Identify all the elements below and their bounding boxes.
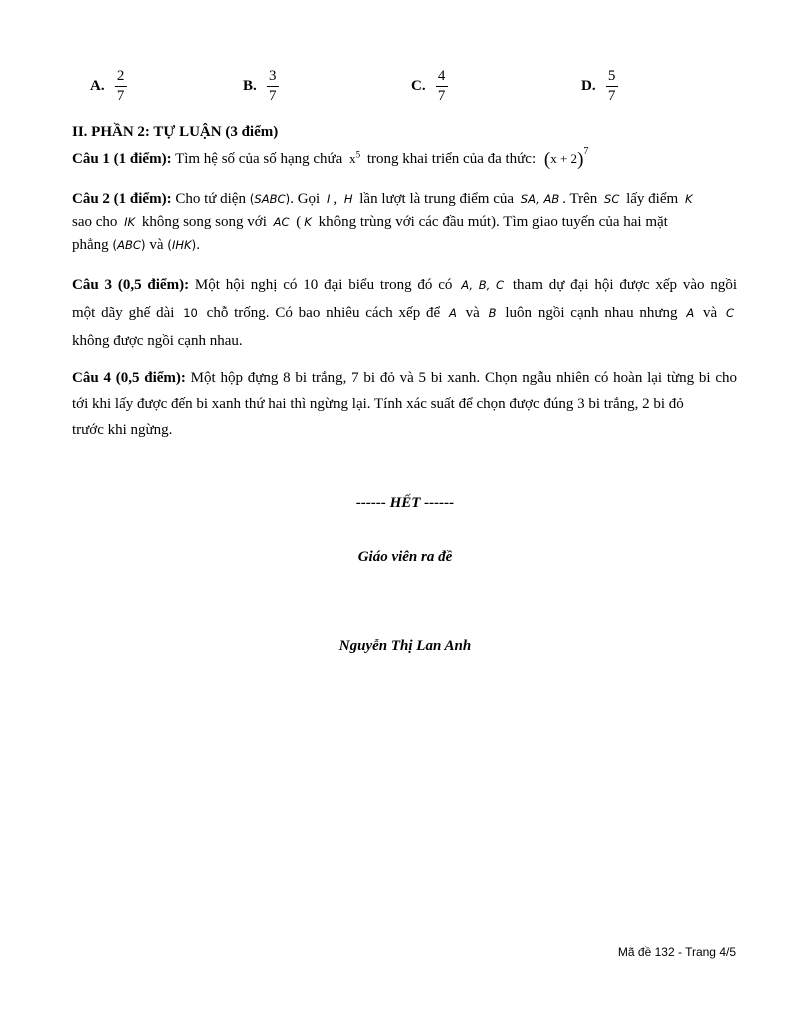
- denominator: 7: [607, 88, 616, 104]
- math-var: SA, AB: [520, 192, 560, 206]
- math-number: 10: [183, 306, 198, 320]
- choice-a: [90, 68, 127, 105]
- choice-b: [243, 68, 279, 105]
- question-text: Cho tứ diện: [175, 191, 246, 207]
- question-text: .: [196, 237, 200, 253]
- question-text: . Trên: [562, 191, 598, 207]
- denominator: 7: [269, 88, 277, 104]
- math-var: A: [448, 306, 457, 320]
- numerator: 5: [607, 68, 616, 84]
- question-line: [72, 146, 737, 171]
- question-line: [72, 365, 737, 391]
- question-text: ,: [333, 191, 338, 207]
- question-label: Câu 2 (1 điểm):: [72, 191, 172, 207]
- math-exponent: 5: [355, 149, 361, 160]
- math-power: [346, 151, 363, 166]
- question-text: chỗ trống. Có bao nhiêu cách xếp để: [206, 305, 441, 321]
- question-line: tới khi lấy được đến bi xanh thứ hai thì ngừng lại. Tính xác suất để chọn được đúng 3 bi trắng, 2 bi đỏ: [72, 396, 684, 412]
- math-var: I: [326, 192, 331, 206]
- math-var: AC: [273, 215, 290, 229]
- question-3: [72, 271, 737, 355]
- math-var: H: [343, 192, 353, 206]
- question-text: luôn ngồi cạnh nhau nhưng: [505, 305, 678, 321]
- question-text: và: [703, 305, 718, 321]
- question-text: trong khai triển của đa thức:: [366, 151, 537, 167]
- numerator: 2: [116, 68, 125, 84]
- fraction: [606, 68, 618, 105]
- question-line: trước khi ngừng.: [72, 422, 173, 438]
- fraction-bar: [436, 86, 448, 87]
- question-text: . Gọi: [290, 191, 321, 207]
- question-label: Câu 3 (0,5 điểm):: [72, 277, 190, 293]
- question-line: [72, 271, 737, 299]
- math-var: K: [684, 192, 693, 206]
- question-text: lấy điểm: [626, 191, 679, 207]
- question-text: tham dự đại hội được xếp vào ngồi: [512, 277, 738, 293]
- choice-letter: C.: [411, 78, 426, 94]
- question-text: không song song với: [141, 214, 267, 230]
- question-text: sao cho: [72, 214, 118, 230]
- math-set: (SABC): [249, 192, 291, 206]
- choice-c: [411, 68, 448, 105]
- teacher-name: Nguyễn Thị Lan Anh: [338, 638, 472, 654]
- question-text: Một hộp đựng 8 bi trắng, 7 bi đỏ và 5 bi xanh. Chọn ngẫu nhiên có hoàn lại từng bi cho: [190, 370, 738, 386]
- end-mark: ------ HẾT ------: [355, 495, 455, 511]
- question-line: [72, 234, 737, 257]
- denominator: 7: [437, 88, 446, 104]
- question-line: [72, 299, 737, 327]
- numerator: 4: [437, 68, 446, 84]
- fraction-bar: [267, 86, 279, 87]
- math-var: IHK: [171, 238, 192, 252]
- fraction: [436, 68, 448, 105]
- math-var: x: [349, 151, 356, 166]
- fraction-bar: [606, 86, 618, 87]
- question-text: Tìm hệ số của số hạng chứa: [175, 151, 343, 167]
- question-line: [72, 211, 737, 234]
- expression-exponent: 7: [583, 146, 589, 157]
- choice-letter: B.: [243, 78, 257, 94]
- numerator: 3: [269, 68, 277, 84]
- math-var: A: [686, 306, 695, 320]
- question-text: phẳng: [72, 237, 109, 253]
- choice-d: [581, 68, 618, 105]
- question-label: Câu 1 (1 điểm):: [72, 151, 172, 167]
- teacher-label: Giáo viên ra đề: [357, 549, 453, 565]
- math-var: ABC: [117, 238, 141, 252]
- question-line: [72, 188, 737, 211]
- math-expression: $(x + 2)^7$: [543, 146, 589, 170]
- question-text: (: [296, 214, 302, 230]
- math-var: B: [488, 306, 497, 320]
- section-heading: II. PHẦN 2: TỰ LUẬN (3 điểm): [72, 124, 279, 140]
- math-set: (ABC): [112, 238, 146, 252]
- question-4: [72, 365, 737, 443]
- choice-letter: A.: [90, 78, 105, 94]
- math-var: K: [304, 215, 312, 229]
- question-text: không trùng với các đầu mút). Tìm giao tuyến của hai mặt: [318, 214, 668, 230]
- question-text: và: [465, 305, 480, 321]
- choice-letter: D.: [581, 78, 596, 94]
- question-text: Một hội nghị có 10 đại biểu trong đó có: [194, 277, 453, 293]
- expression-body: x + 2: [550, 151, 578, 166]
- fraction: [115, 68, 127, 105]
- fraction: [267, 68, 279, 105]
- question-1: [72, 146, 737, 171]
- math-var: SC: [604, 192, 620, 206]
- question-text: và: [149, 237, 164, 253]
- question-text: lần lượt là trung điểm của: [359, 191, 515, 207]
- page-footer: Mã đề 132 - Trang 4/5: [617, 945, 736, 959]
- question-text: một dãy ghế dài: [72, 305, 175, 321]
- math-var: C: [726, 306, 735, 320]
- fraction-bar: [115, 86, 127, 87]
- answer-choices: [0, 68, 792, 108]
- math-var: SABC: [254, 192, 286, 206]
- math-var: IK: [124, 215, 136, 229]
- math-var: A, B, C: [461, 278, 505, 292]
- question-line: không được ngồi cạnh nhau.: [72, 333, 243, 349]
- denominator: 7: [116, 88, 125, 104]
- question-label: Câu 4 (0,5 điểm):: [72, 370, 186, 386]
- question-2: [72, 188, 737, 257]
- math-set: (IHK): [167, 238, 197, 252]
